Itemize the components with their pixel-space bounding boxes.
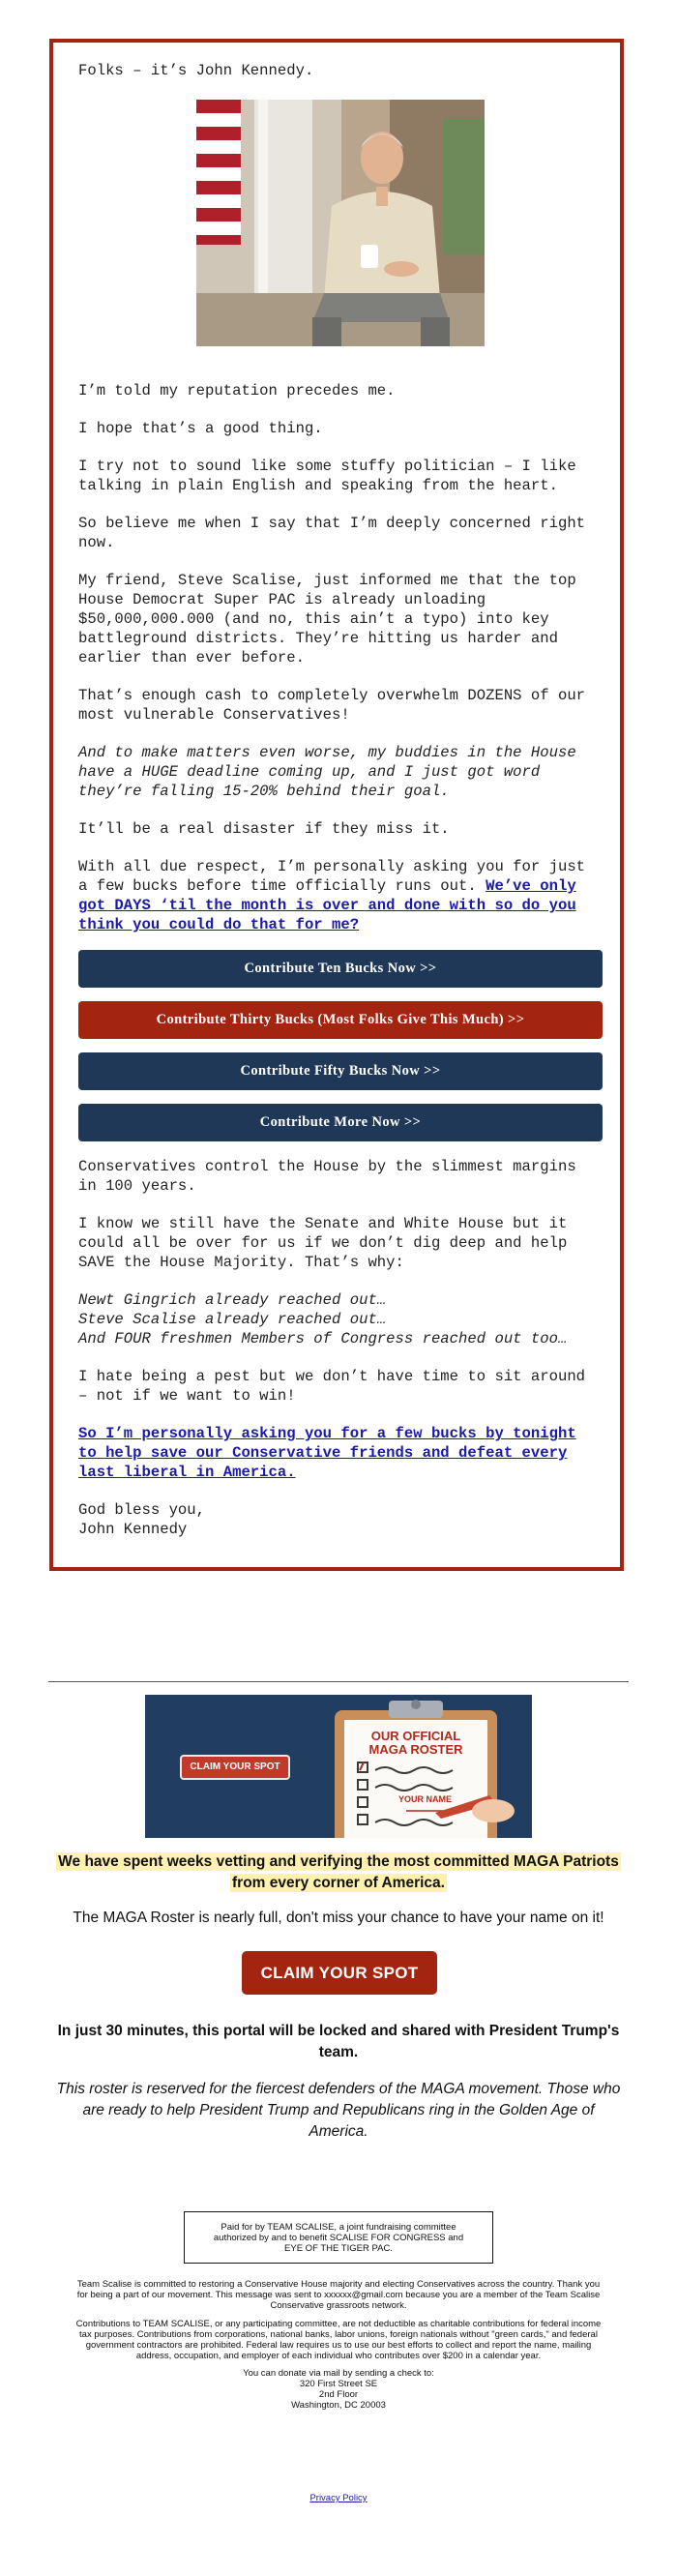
vetting-headline — [48, 1851, 629, 1894]
fine-line: government contractors are prohibited. Federal law requires us to use our best efforts to collect and report the name, mailing — [85, 2340, 592, 2351]
contribute-thirty-button[interactable]: Contribute Thirty Bucks (Most Folks Give This Much) >> — [78, 1001, 603, 1039]
letter-body — [78, 61, 603, 1539]
lock-warning — [48, 2021, 629, 2063]
reserved-line: are ready to help President Trump and Republicans ring in the Golden Age of — [82, 2102, 595, 2118]
maga-roster-banner[interactable] — [145, 1695, 532, 1838]
clipboard-title-1: OUR OFFICIAL — [370, 1729, 461, 1743]
lock-line: In just 30 minutes, this portal will be locked and shared with President Trump's — [57, 2023, 620, 2039]
signature-name: John Kennedy — [78, 1521, 188, 1538]
fine-line: Contributions to TEAM SCALISE, or any participating committee, are not deductible as charitable contributions for federal income — [75, 2319, 602, 2329]
paragraph: I hope that’s a good thing. — [78, 420, 323, 437]
paragraph: That’s enough cash to completely overwhelm DOZENS of our most vulnerable Conservatives! — [78, 687, 586, 724]
paragraph: I hate being a pest but we don’t have time to sit around – not if we want to win! — [78, 1368, 586, 1405]
claim-pill: CLAIM YOUR SPOT — [180, 1755, 290, 1780]
paragraph: I try not to sound like some stuffy politician – I like talking in plain English and speaking from the heart. — [78, 458, 576, 494]
your-name-label: YOUR NAME — [398, 1794, 453, 1804]
fine-line: Washington, DC 20003 — [291, 2400, 386, 2411]
reserved-line: America. — [309, 2123, 368, 2140]
paragraph: It’ll be a real disaster if they miss it. — [78, 820, 450, 838]
highlight-line: We have spent weeks vetting and verifying the most committed MAGA Patriots — [58, 1853, 619, 1870]
fine-line: 320 First Street SE — [299, 2379, 378, 2389]
ask-text: With all due respect, I’m personally asking you for just a few bucks before time officially runs out. — [78, 858, 586, 895]
paid-for-by-box — [184, 2211, 493, 2264]
contribute-ten-button[interactable]: Contribute Ten Bucks Now >> — [78, 950, 603, 988]
legal-disclaimer — [48, 2319, 629, 2361]
paragraph: I’m told my reputation precedes me. — [78, 382, 396, 400]
roster-note: The MAGA Roster is nearly full, don't miss your chance to have your name on it! — [73, 1910, 604, 1926]
fine-line: Team Scalise is committed to restoring a Conservative House majority and electing Conservatives across the country. Thank you — [76, 2279, 601, 2290]
paragraph: I know we still have the Senate and White House but it could all be over for us if we don’t dig deep and help SAVE the House Majority. That’s why: — [78, 1215, 568, 1271]
reached-out-line: Newt Gingrich already reached out… — [78, 1291, 387, 1309]
reached-out-line: And FOUR freshmen Members of Congress reached out too… — [78, 1330, 568, 1347]
reached-out-line: Steve Scalise already reached out… — [78, 1311, 387, 1328]
letter-card — [49, 39, 624, 1571]
paid-line: EYE OF THE TIGER PAC. — [284, 2243, 393, 2254]
contribute-fifty-button[interactable]: Contribute Fifty Bucks Now >> — [78, 1052, 603, 1090]
paragraph: My friend, Steve Scalise, just informed me that the top House Democrat Super PAC is already unloading $50,000,000.000 (and no, this ain’t a typo) into key battleground districts. They’re hitting us harder and earlier than ever before. — [78, 572, 576, 666]
claim-your-spot-button[interactable]: CLAIM YOUR SPOT — [242, 1951, 437, 1995]
fine-line: tax purposes. Contributions from corporations, national banks, labor unions, foreign nationals without "green cards," and federal — [79, 2329, 598, 2340]
lock-line: team. — [318, 2044, 359, 2060]
mail-address — [48, 2368, 629, 2411]
paid-line: authorized by and to benefit SCALISE FOR CONGRESS and — [213, 2233, 464, 2243]
ask-link[interactable]: We’ve only got DAYS ‘til the month is over and done with so do you think you could do that for me? — [78, 877, 576, 933]
fine-line: 2nd Floor — [318, 2389, 359, 2400]
clipboard-title-2: MAGA ROSTER — [368, 1742, 463, 1757]
closing-link[interactable]: So I’m personally asking you for a few bucks by tonight to help save our Conservative friends and defeat every last liberal in America. — [78, 1425, 576, 1481]
fine-line: for being a part of our movement. This message was sent to xxxxxx@gmail.com because you are a member of the Team Scalise — [76, 2290, 601, 2300]
fine-line: Conservative grassroots network. — [270, 2300, 407, 2311]
ask-paragraph — [78, 857, 603, 934]
reserved-line: This roster is reserved for the fiercest defenders of the MAGA movement. Those who — [56, 2081, 621, 2097]
signoff — [78, 1500, 603, 1539]
fine-line: address, occupation, and employer of each individual who contributes over $200 in a calendar year. — [135, 2351, 542, 2361]
privacy-policy-link[interactable]: Privacy Policy — [309, 2493, 368, 2503]
photo-illustration — [196, 100, 485, 346]
reached-out-list — [78, 1290, 603, 1348]
roster-reserved — [48, 2079, 629, 2143]
paragraph-italic: And to make matters even worse, my buddies in the House have a HUGE deadline coming up, and I just got word they’re falling 15-20% behind their goal. — [78, 744, 576, 800]
john-kennedy-photo — [196, 100, 485, 346]
paid-line: Paid for by TEAM SCALISE, a joint fundraising committee — [221, 2222, 456, 2233]
signoff-line: God bless you, — [78, 1501, 206, 1519]
paragraph: Conservatives control the House by the slimmest margins in 100 years. — [78, 1158, 576, 1195]
paragraph: So believe me when I say that I’m deeply concerned right now. — [78, 515, 586, 551]
contribute-more-button[interactable]: Contribute More Now >> — [78, 1104, 603, 1141]
fine-line: You can donate via mail by sending a check to: — [243, 2368, 434, 2379]
section-divider — [48, 1681, 629, 1682]
commitment-text — [48, 2279, 629, 2311]
greeting: Folks – it’s John Kennedy. — [78, 62, 314, 79]
highlight-line: from every corner of America. — [232, 1875, 445, 1891]
